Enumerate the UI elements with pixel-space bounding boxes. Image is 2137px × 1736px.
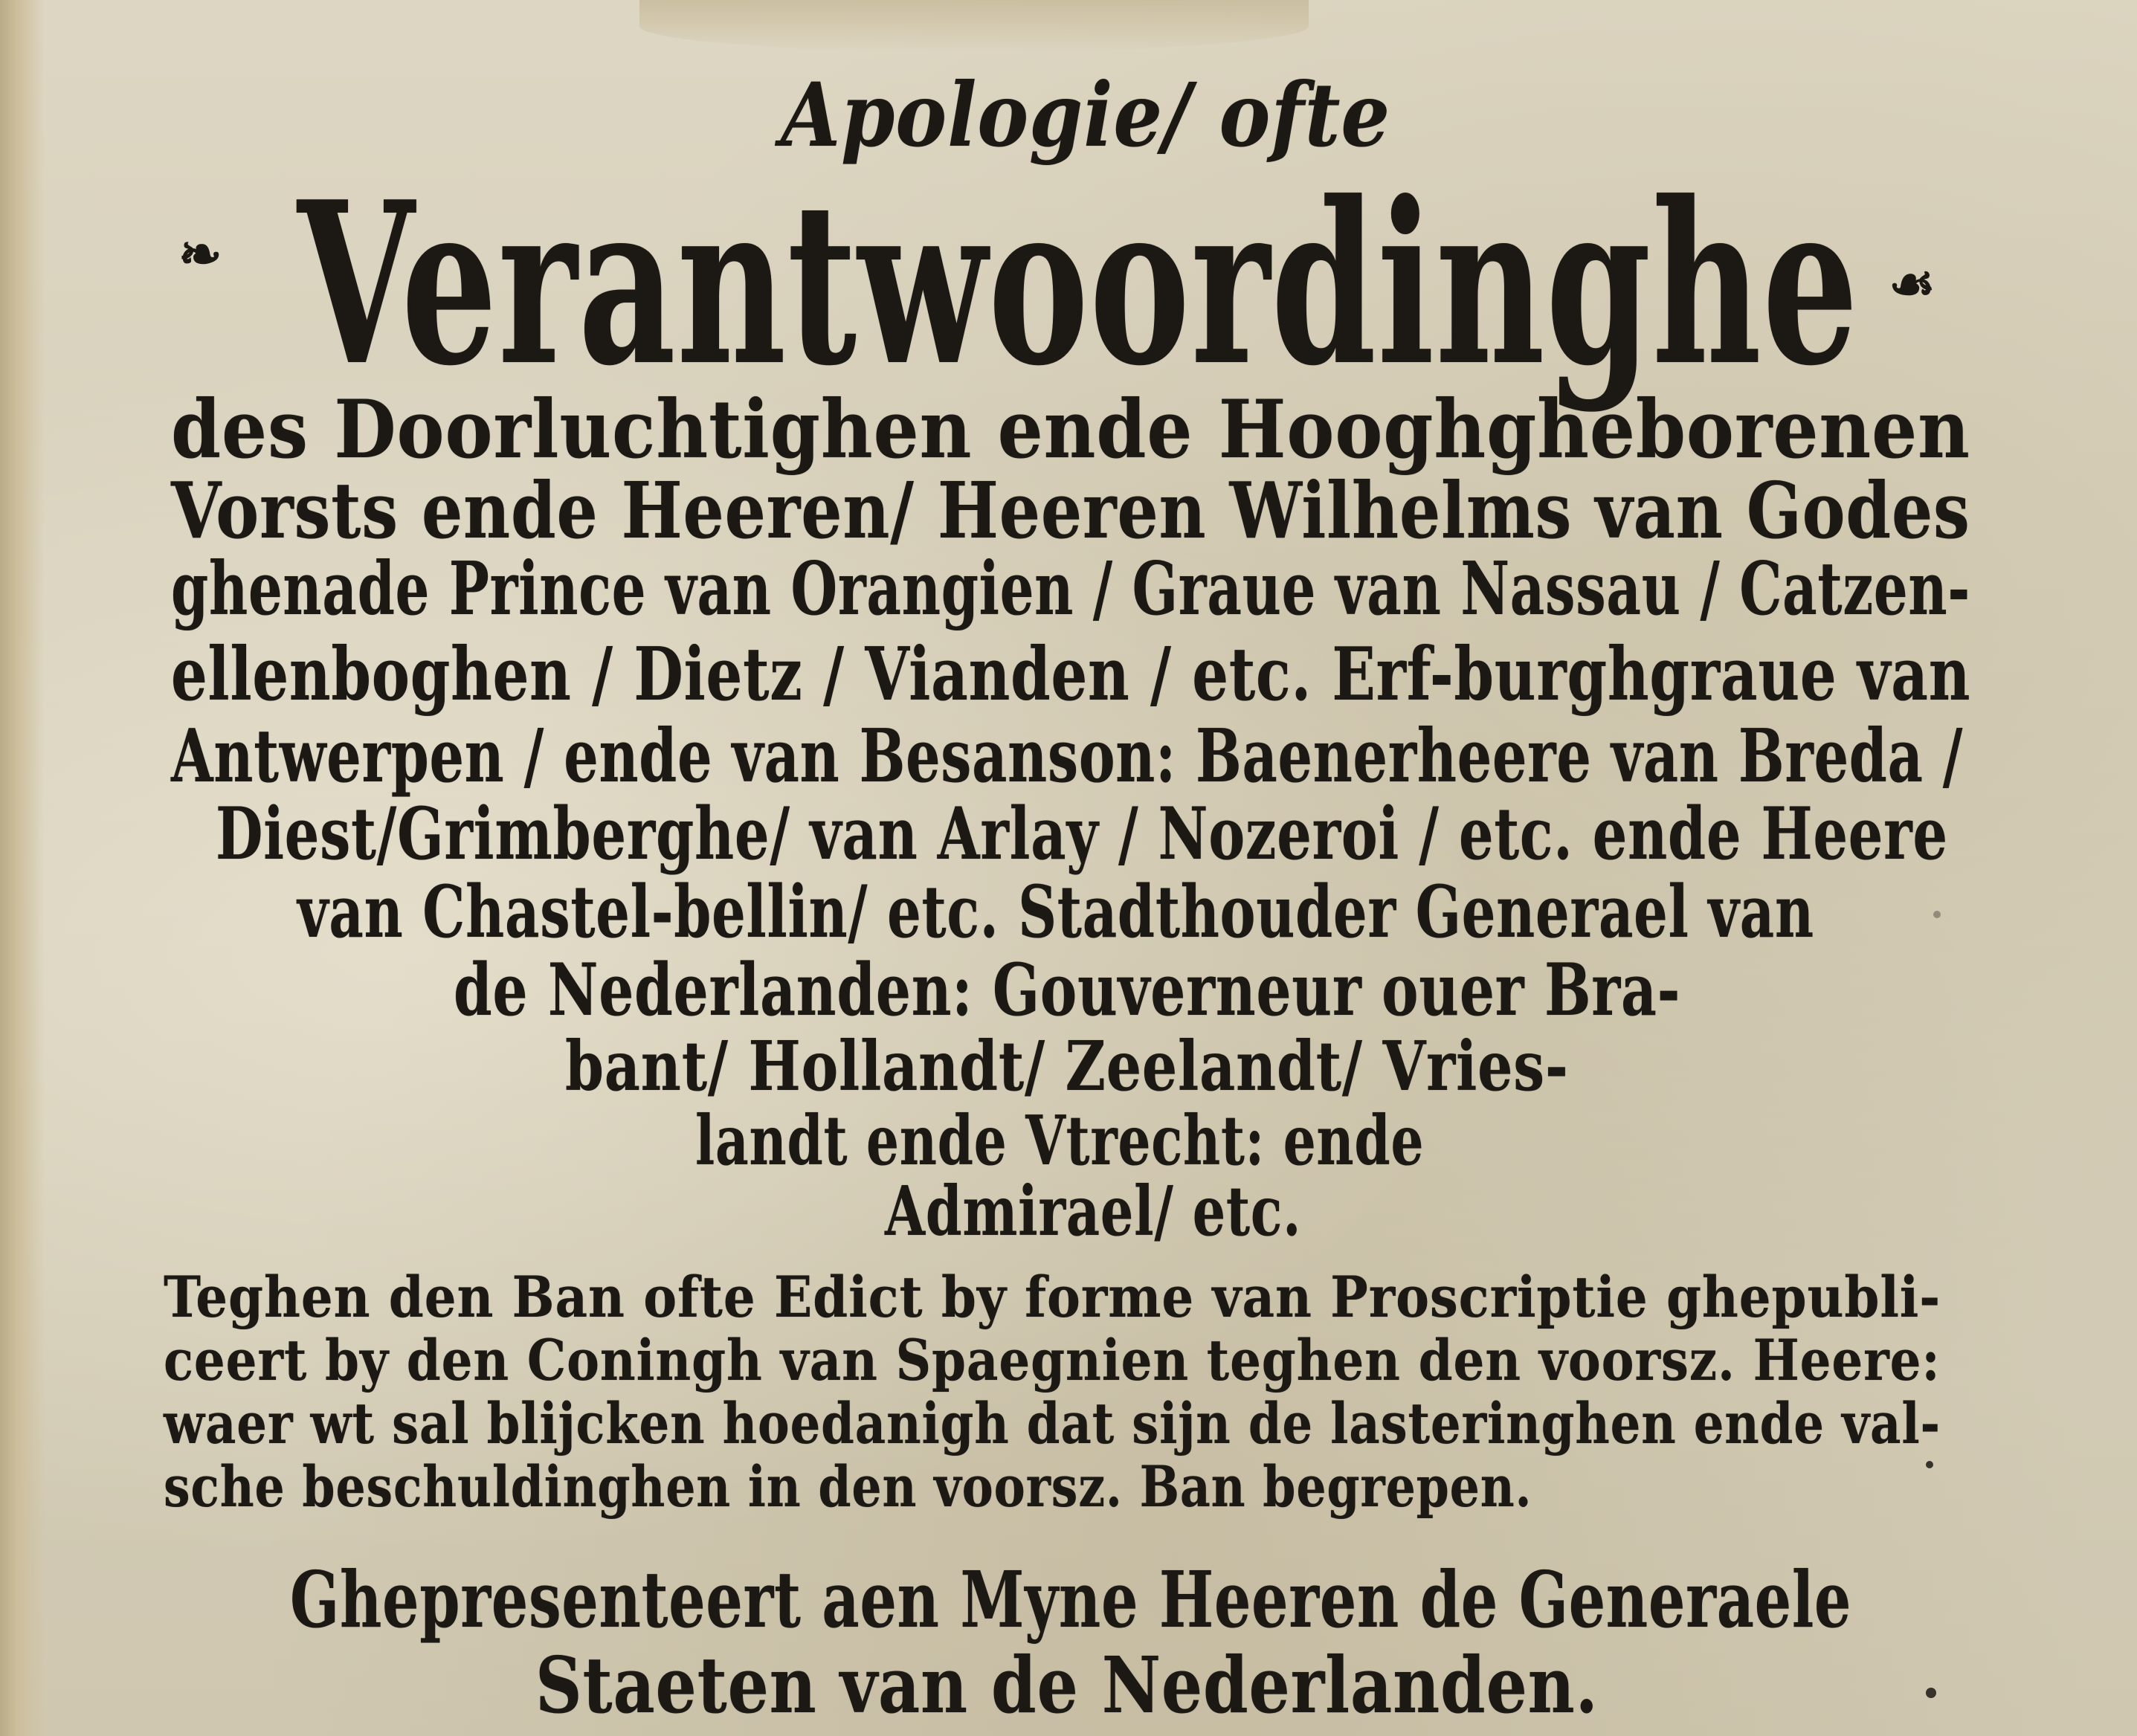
footer-line: Ghepresenteert aen Myne Heeren de Generaele [290, 1554, 1852, 1645]
body-line: Vorsts ende Heeren/ Heeren Wilhelms van Godes [171, 465, 1970, 556]
body-line: Antwerpen / ende van Besanson: Baenerheere van Breda / [171, 714, 1964, 799]
body-line: bant/ Hollandt/ Zeelandt/ Vries- [565, 1026, 1569, 1106]
body-line: Admirael/ etc. [885, 1171, 1302, 1251]
body-line: de Nederlanden: Gouverneur ouer Bra- [454, 948, 1681, 1032]
paper-tear [639, 0, 1309, 52]
ink-speck [1926, 1461, 1933, 1468]
paragraph-line: ceert by den Coningh van Spaegnien teghen den voorsz. Heere: [164, 1327, 1941, 1393]
paper-edge [0, 0, 45, 1736]
body-line: van Chastel-bellin/ etc. Stadthouder Generael van [297, 870, 1814, 954]
body-line: Diest/Grimberghe/ van Arlay / Nozeroi / etc. ende Heere [216, 792, 1948, 876]
paragraph-line: waer wt sal blijcken hoedanigh dat sijn de lasteringhen ende val- [164, 1390, 1941, 1456]
body-line: des Doorluchtighen ende Hooghgheborenen [171, 383, 1970, 477]
title-line-1: Apologie/ ofte [781, 63, 1390, 167]
paragraph-line: sche beschuldinghen in den voorsz. Ban begrepen. [164, 1453, 1532, 1520]
paragraph-line: Teghen den Ban ofte Edict by forme van Proscriptie ghepubli- [164, 1264, 1941, 1330]
footer-line: Staeten van de Nederlanden. [535, 1639, 1599, 1731]
title-line-2: Verantwoordinghe [297, 152, 1860, 415]
ink-speck [1926, 1688, 1936, 1698]
fleuron-right-icon: ☙ [1889, 253, 1935, 314]
fleuron-left-icon: ❧ [178, 223, 222, 285]
body-line: ghenade Prince van Orangien / Graue van Nassau / Catzen- [171, 546, 1970, 632]
body-line: ellenboghen / Dietz / Vianden / etc. Erf-burghgraue van [171, 632, 1971, 717]
ink-speck [1933, 911, 1941, 918]
body-line: landt ende Vtrecht: ende [695, 1100, 1425, 1181]
